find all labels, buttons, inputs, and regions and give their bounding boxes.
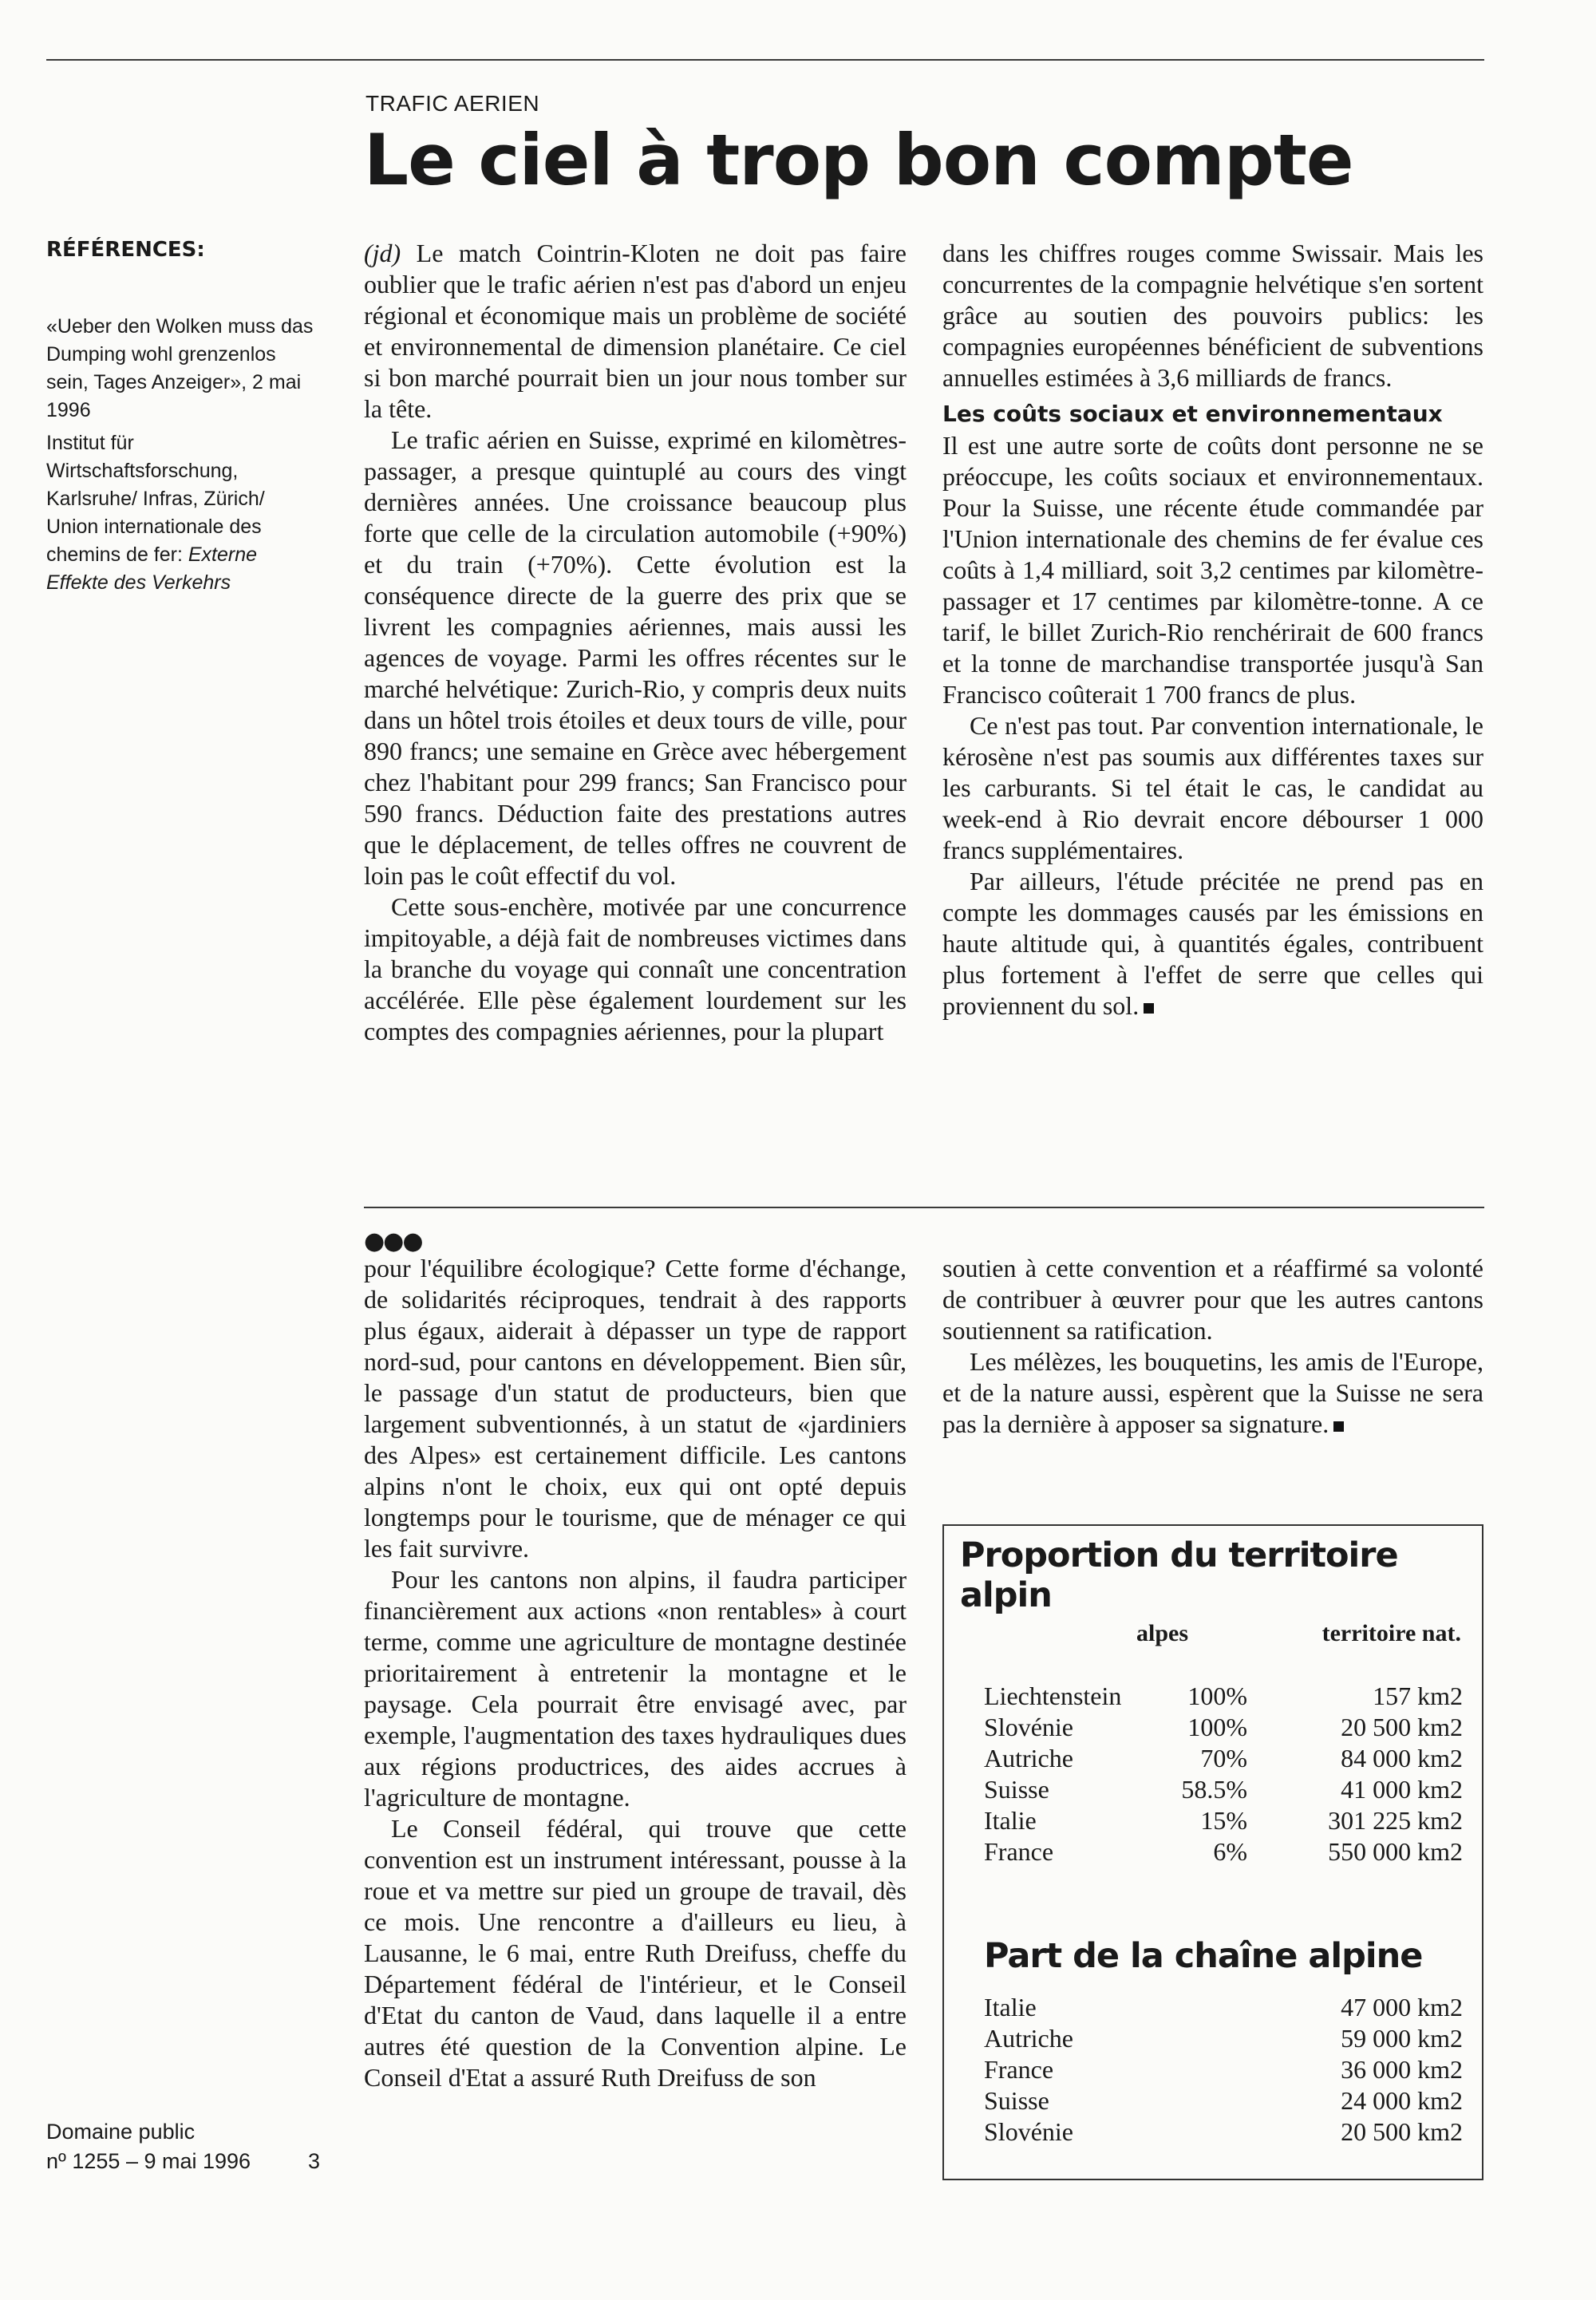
page-number: 3 bbox=[308, 2149, 321, 2173]
continuation-marker: ●●● bbox=[364, 1227, 422, 1255]
country-name: Autriche bbox=[984, 2024, 1073, 2053]
alpine-area: 36 000 km2 bbox=[1341, 2055, 1463, 2084]
continuation-column-right bbox=[942, 1253, 1483, 1440]
table-row bbox=[984, 1712, 1463, 1743]
alpine-area: 24 000 km2 bbox=[1341, 2086, 1463, 2115]
end-mark-icon bbox=[1333, 1421, 1344, 1432]
paragraph: Le match Cointrin-Kloten ne doit pas faire oublier que le trafic aérien n'est pas d'abord un enjeu régional et économique mais un problème de société et environnemental de dimension planétaire. Ce ciel si bon marché pourrait bien un jour nous tomber sur la tête. bbox=[364, 239, 907, 423]
country-name: Suisse bbox=[984, 1775, 1049, 1804]
country-name: Italie bbox=[984, 1993, 1037, 2021]
territory-area: 301 225 km2 bbox=[1328, 1806, 1463, 1835]
article-column-right bbox=[942, 238, 1483, 1022]
paragraph: Le Conseil fédéral, qui trouve que cette convention est un instrument intéressant, pousse à la roue et va mettre sur pied un groupe de travail, dès ce mois. Une rencontre a d'ailleurs eu lieu, à Lausanne, le 6 mai, entre Ruth Dreifuss, cheffe du Département fédéral de l'intérieur, et le Conseil d'Etat du canton de Vaud, dans laquelle il a entre autres été question de la Convention alpine. Le Conseil d'Etat a assuré Ruth Dreifuss de son bbox=[364, 1814, 907, 2092]
territory-area: 157 km2 bbox=[1373, 1682, 1463, 1710]
column-header-territoire: territoire nat. bbox=[1321, 1620, 1461, 1646]
top-rule bbox=[46, 59, 1484, 61]
article-column-left bbox=[364, 238, 907, 1047]
section-divider-rule bbox=[364, 1207, 1484, 1208]
country-name: Liechtenstein bbox=[984, 1682, 1122, 1710]
country-name: France bbox=[984, 2055, 1054, 2084]
paragraph: pour l'équilibre écologique? Cette forme d'échange, de solidarités réciproques, tendrait à des rapports plus égaux, aiderait à dépasser un type de rapport nord-sud, pour cantons en développement. Bien sûr, le passage d'un statut de producteurs, bien que largement subventionnés, à un statut de «jardiniers des Alpes» est certainement difficile. Les cantons alpins n'ont le choix, eux qui ont opté depuis longtemps pour le tourisme, que de ménager ce qui les fait survivre. bbox=[364, 1254, 907, 1563]
references-title: RÉFÉRENCES: bbox=[46, 238, 205, 262]
country-name: Autriche bbox=[984, 1744, 1073, 1772]
territory-area: 20 500 km2 bbox=[1341, 1713, 1463, 1741]
column-header-alpes: alpes bbox=[1136, 1620, 1188, 1646]
alpine-area: 20 500 km2 bbox=[1341, 2117, 1463, 2146]
paragraph bbox=[942, 1346, 1483, 1440]
table-row bbox=[984, 2116, 1463, 2148]
table-row bbox=[984, 1743, 1463, 1774]
continuation-column-left bbox=[364, 1253, 907, 2093]
territory-area: 550 000 km2 bbox=[1328, 1837, 1463, 1866]
alpes-percent: 100% bbox=[1187, 1713, 1247, 1741]
alpes-percent: 70% bbox=[1200, 1744, 1247, 1772]
country-name: Italie bbox=[984, 1806, 1037, 1835]
country-name: France bbox=[984, 1837, 1054, 1866]
alpes-percent: 15% bbox=[1200, 1806, 1247, 1835]
paragraph: dans les chiffres rouges comme Swissair. Mais les concurrentes de la compagnie helvétique s'en sortent grâce au soutien des pouvoirs publics: les compagnies européennes bénéficient de subventions annuelles estimées à 3,6 milliards de francs. bbox=[942, 239, 1483, 392]
footer-publication: Domaine public bbox=[46, 2120, 196, 2144]
table-row bbox=[984, 2023, 1463, 2054]
byline: (jd) bbox=[364, 239, 401, 267]
reference-2-text: Institut für Wirtschaftsforschung, Karlsruhe/ Infras, Zürich/ Union internationale des chemins de fer: bbox=[46, 432, 265, 566]
box-title-proportion: Proportion du territoire alpin bbox=[960, 1535, 1398, 1615]
paragraph: Le trafic aérien en Suisse, exprimé en kilomètres-passager, a presque quintuplé au cours des vingt dernières années. Une croissance beaucoup plus forte que celle de la circulation automobile (+90%) et du train (+70%). Cette évolution est la conséquence directe de la guerre des prix que se livrent les compagnies aériennes, mais aussi les agences de voyage. Parmi les offres récentes sur le marché helvétique: Zurich-Rio, y compris deux nuits dans un hôtel trois étoiles et deux tours de ville, pour 890 francs; une semaine en Grèce avec hébergement chez l'habitant pour 299 francs; San Francisco pour 590 francs. Déduction faite des prestations autres que le déplacement, de telles offres ne couvrent de loin pas le coût effectif du vol. bbox=[364, 425, 907, 890]
reference-1: «Ueber den Wolken muss das Dumping wohl grenzenlos sein, Tages Anzeiger», 2 mai 1996 bbox=[46, 315, 314, 421]
alpes-percent: 6% bbox=[1213, 1837, 1247, 1866]
table-row bbox=[984, 2085, 1463, 2116]
country-name: Slovénie bbox=[984, 1713, 1073, 1741]
reference-2 bbox=[46, 429, 318, 597]
territory-area: 41 000 km2 bbox=[1341, 1775, 1463, 1804]
paragraph-text: Les mélèzes, les bouquetins, les amis de l'Europe, et de la nature aussi, espèrent que la Suisse ne sera pas la dernière à apposer sa signature. bbox=[942, 1347, 1483, 1438]
paragraph: soutien à cette convention et a réaffirmé sa volonté de contribuer à œuvrer pour que les autres cantons soutiennent sa ratification. bbox=[942, 1254, 1483, 1345]
territory-area: 84 000 km2 bbox=[1341, 1744, 1463, 1772]
table-row bbox=[984, 1836, 1463, 1867]
end-mark-icon bbox=[1144, 1003, 1154, 1014]
article-headline: Le ciel à trop bon compte bbox=[364, 119, 1353, 201]
table-row bbox=[984, 1774, 1463, 1805]
footer-issue: nº 1255 – 9 mai 1996 bbox=[46, 2149, 251, 2173]
paragraph: Cette sous-enchère, motivée par une concurrence impitoyable, a déjà fait de nombreuses victimes dans la branche du voyage qui connaît une concentration accélérée. Elle pèse également lourdement sur les comptes des compagnies aériennes, pour la plupart bbox=[364, 892, 907, 1045]
paragraph: Ce n'est pas tout. Par convention internationale, le kérosène n'est pas soumis aux différentes taxes sur les carburants. Si tel était le cas, le candidat au week-end à Rio devrait encore débourser 1 000 francs supplémentaires. bbox=[942, 711, 1483, 864]
country-name: Slovénie bbox=[984, 2117, 1073, 2146]
table-row bbox=[984, 2054, 1463, 2085]
section-kicker: TRAFIC AERIEN bbox=[365, 91, 540, 116]
country-name: Suisse bbox=[984, 2086, 1049, 2115]
table-row bbox=[984, 1681, 1463, 1712]
alpine-area: 59 000 km2 bbox=[1341, 2024, 1463, 2053]
subheading: Les coûts sociaux et environnementaux bbox=[942, 401, 1443, 427]
paragraph-text: Par ailleurs, l'étude précitée ne prend pas en compte les dommages causés par les émissions en haute altitude qui, à quantités égales, contribuent plus fortement à l'effet de serre que celles qui proviennent du sol. bbox=[942, 867, 1483, 1020]
reference-2-title: Externe Effekte des Verkehrs bbox=[46, 543, 258, 594]
paragraph: Pour les cantons non alpins, il faudra participer financièrement aux actions «non rentables» à court terme, comme une agriculture de montagne destinée prioritairement à entretenir la montagne et le paysage. Cela pourrait être envisagé avec, par exemple, l'augmentation des taxes hydrauliques dues aux régions productrices, des aides accrues à l'agriculture de montagne. bbox=[364, 1565, 907, 1812]
alpine-territory-box bbox=[942, 1524, 1483, 2180]
alpine-area: 47 000 km2 bbox=[1341, 1993, 1463, 2021]
table-row bbox=[984, 1992, 1463, 2023]
table-row bbox=[984, 1805, 1463, 1836]
alpes-percent: 58.5% bbox=[1181, 1775, 1247, 1804]
paragraph: Il est une autre sorte de coûts dont personne ne se préoccupe, les coûts sociaux et environnementaux. Pour la Suisse, une récente étude commandée par l'Union internationale des chemins de fer évalue ces coûts à 1,4 milliard, soit 3,2 centimes par kilomètre-passager et 17 centimes par kilomètre-tonne. A ce tarif, le billet Zurich-Rio renchérirait de 600 francs et la tonne de marchandise transportée jusqu'à San Francisco coûterait 1 700 francs de plus. bbox=[942, 431, 1483, 709]
box-title-chaine: Part de la chaîne alpine bbox=[984, 1936, 1423, 1976]
paragraph bbox=[942, 866, 1483, 1022]
alpes-percent: 100% bbox=[1187, 1682, 1247, 1710]
